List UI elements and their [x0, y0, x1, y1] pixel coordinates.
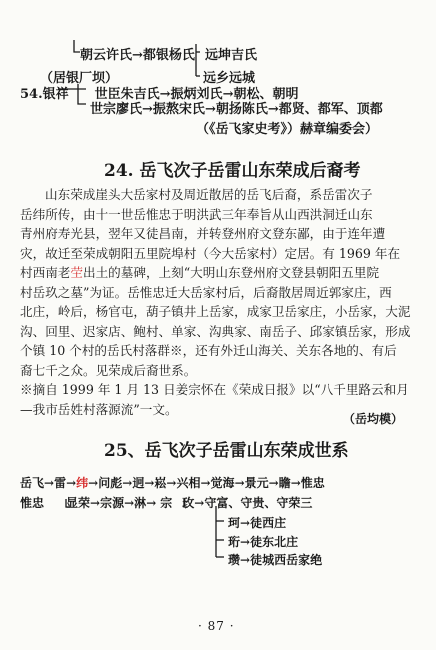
lineage-branch [228, 551, 322, 568]
lineage-branch [228, 514, 286, 531]
genealogy-source: （《岳飞家史考》）赫章编委会） [196, 122, 379, 137]
lineage-note: 徒东北庄 [250, 535, 299, 549]
section-25-title: 25、岳飞次子岳雷山东荣成世系 [104, 441, 349, 461]
arrow-icon: → [240, 516, 251, 530]
lineage-node: 宗源 [100, 496, 125, 510]
lineage-node: 守富、守贵、守荣三 [204, 496, 313, 510]
paragraph-line-with-highlight [20, 263, 420, 283]
lineage-node: 瓒 [228, 553, 241, 567]
genealogy-node: 朝云许氏 [80, 48, 133, 63]
arrow-icon: → [159, 87, 171, 102]
paragraph-line: 北庄，岭后，杨官屯，葫子镇井上岳家，成家卫岳家庄，小岳家，大泥 [20, 304, 411, 319]
paragraph-text: 出土的墓碑，上刻“大明山东登州府文登县朝阳五里院 [82, 265, 380, 280]
arrow-icon: → [124, 496, 135, 510]
genealogy-node: 都贤、都军、顶都 [278, 102, 383, 117]
arrow-icon: → [122, 476, 133, 490]
genealogy-node: 远坤吉氏 [204, 48, 257, 63]
paragraph-line: 山东荣成崖头大岳家村及周近散居的岳飞后裔，系岳雷次子 [45, 187, 373, 202]
lineage-node: 珩 [228, 535, 241, 549]
arrow-icon: → [222, 87, 234, 102]
genealogy-node: 振熬宋氏 [152, 102, 205, 117]
lineage-node: 问彪 [98, 476, 123, 490]
lineage-row-1 [20, 474, 325, 491]
paragraph-line: 村岳玖之墓”为证。岳惟忠迁大岳家村后，后裔散居周近郭家庄，西 [20, 284, 392, 300]
author-attribution: （岳均模） [343, 412, 404, 426]
arrow-icon: → [240, 535, 251, 549]
lineage-node-highlighted: 纬 [76, 476, 89, 490]
arrow-icon: → [234, 476, 245, 490]
lineage-node: 岳飞 [20, 476, 45, 490]
genealogy-node: 朝扬陈氏 [215, 102, 268, 117]
paragraph-line: 岳纬所传，由十一世岳惟忠于明洪武三年奉旨从山西洪洞迁山东 [20, 206, 373, 222]
arrow-icon: → [290, 476, 301, 490]
arrow-icon: → [267, 102, 279, 117]
lineage-node: 玫 [182, 496, 195, 510]
paragraph-line: 裔七千之众。见荣成后裔世系。 [20, 362, 197, 378]
genealogy-node: 振炳刘氏 [170, 87, 223, 102]
genealogy-node: 世宗廖氏 [90, 102, 143, 117]
lineage-row-2 [20, 494, 312, 511]
footnote-text: —我市岳姓村落源流”一文。 [20, 401, 178, 417]
lineage-node: 显荣 [66, 496, 91, 510]
paragraph-text: 村西南老 [20, 265, 71, 280]
genealogy-node: 都银杨氏 [142, 48, 195, 63]
arrow-icon: → [44, 476, 55, 490]
arrow-icon: → [268, 476, 279, 490]
arrow-icon: → [88, 476, 99, 490]
genealogy-row-1 [80, 44, 257, 63]
section-24-title: 24. 岳飞次子岳雷山东荣成后裔考 [104, 161, 361, 181]
paragraph-line: 灾，故迁至荣成朝阳五里院埠村（今大岳家村）定居。有 1969 年在 [20, 245, 401, 261]
page-number: · 87 · [198, 619, 235, 633]
paragraph-line: 个镇 10 个村的岳氏村落群※，还有外迁山海关、关东各地的、有后 [20, 343, 397, 358]
arrow-icon: → [194, 496, 205, 510]
genealogy-node: 世臣朱吉氏 [94, 87, 160, 102]
lineage-node: 觉海 [210, 476, 235, 490]
arrow-icon: → [66, 476, 77, 490]
arrow-icon: → [90, 496, 101, 510]
arrow-icon: → [200, 476, 211, 490]
lineage-node: 珂 [228, 516, 241, 530]
lineage-note: 徒西庄 [250, 516, 287, 530]
genealogy-node: 朝松、朝明 [233, 87, 299, 102]
genealogy-node: 远乡远城 [203, 71, 256, 86]
lineage-node: 崧 [154, 476, 167, 490]
lineage-note: 徒城西岳家绝 [250, 553, 323, 567]
lineage-node: 迥 [132, 476, 145, 490]
footnote-line: ※摘自 1999 年 1 月 13 日姜宗怀在《荣成日报》以“八千里路云和月 [20, 382, 409, 397]
arrow-icon: → [142, 102, 153, 117]
arrow-icon: → [240, 553, 251, 567]
arrow-icon: → [144, 476, 155, 490]
lineage-node: 雷 [54, 476, 67, 490]
lineage-node: 宗 [160, 496, 173, 510]
genealogy-prefix: 54.银祥 [20, 87, 69, 102]
lineage-node: 景元 [244, 476, 269, 490]
arrow-icon: → [146, 496, 157, 510]
paragraph-line: 青州府寿光县，翌年又徒昌南，并转登州府文登东鄙，由于连年遭 [20, 226, 386, 241]
genealogy-row-4 [90, 98, 383, 117]
lineage-node: 淋 [134, 496, 147, 510]
section-24-body [20, 185, 420, 419]
genealogy-note: （居银厂坝） [40, 71, 119, 86]
highlighted-character: 茔 [70, 265, 83, 280]
lineage-node: 惟忠 [300, 476, 325, 490]
lineage-node: 瞻 [278, 476, 291, 490]
paragraph-line: 沟、回里、迟家店、鲍村、单家、沟典家、南岳子、邱家镇岳家，形成 [20, 323, 411, 339]
arrow-icon: → [166, 476, 177, 490]
arrow-icon: → [132, 48, 143, 63]
lineage-node: 兴相 [176, 476, 201, 490]
lineage-node: 惟忠 [20, 496, 45, 510]
arrow-icon: → [204, 102, 216, 117]
lineage-branch [228, 533, 298, 550]
